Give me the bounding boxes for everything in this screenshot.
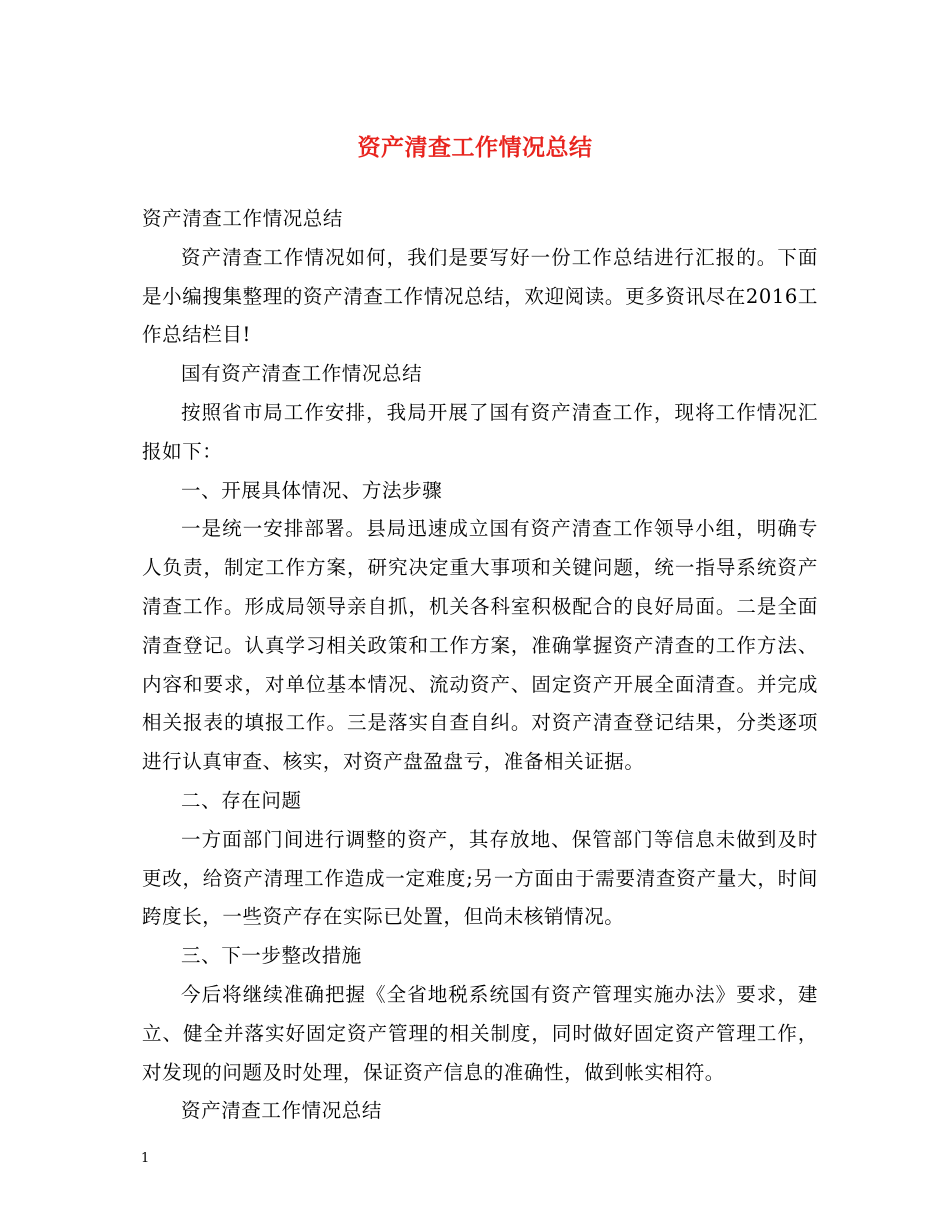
paragraph-subtitle: 国有资产清查工作情况总结 (181, 362, 423, 386)
paragraph-heading: 资产清查工作情况总结 (142, 207, 344, 230)
paragraph-section-1: 一是统一安排部署。县局迅速成立国有资产清查工作领导小组，明确专人负责，制定工作方案，研究决定重大事项和关键问题，统一指导系统资产清查工作。形成局领导亲自抓，机关各科室积极配合的良好局面。二是全面清查登记。认真学习相关政策和工作方案，准确掌握资产清查的工作方法、内容和要求，对单位基本情况、流动资产、固定资产开展全面清查。并完成相关报表的填报工作。三是落实自查自纠。对资产清查登记结果，分类逐项进行认真审查、核实，对资产盘盈盘亏，准备相关证据。 (142, 517, 818, 774)
paragraph-closing: 资产清查工作情况总结 (181, 1099, 383, 1123)
section-heading-1: 一、开展具体情况、方法步骤 (181, 478, 443, 502)
paragraph-section-3: 今后将继续准确把握《全省地税系统国有资产管理实施办法》要求，建立、健全并落实好固定资产管理的相关制度，同时做好固定资产管理工作，对发现的问题及时处理，保证资产信息的准确性，做到帐实相符。 (142, 982, 818, 1084)
paragraph-intro: 资产清查工作情况如何，我们是要写好一份工作总结进行汇报的。下面是小编搜集整理的资产清查工作情况总结，欢迎阅读。更多资讯尽在2016工作总结栏目! (142, 245, 818, 347)
section-heading-3: 三、下一步整改措施 (181, 944, 362, 968)
document-body (142, 200, 818, 1131)
page-number: 1 (141, 1151, 150, 1166)
document-title: 资产清查工作情况总结 (357, 135, 593, 161)
paragraph-section-2: 一方面部门间进行调整的资产，其存放地、保管部门等信息未做到及时更改，给资产清理工作造成一定难度;另一方面由于需要清查资产量大，时间跨度长，一些资产存在实际已处置，但尚未核销情况。 (142, 827, 818, 929)
paragraph-opening: 按照省市局工作安排，我局开展了国有资产清查工作，现将工作情况汇报如下： (142, 400, 818, 463)
section-heading-2: 二、存在问题 (181, 788, 302, 812)
